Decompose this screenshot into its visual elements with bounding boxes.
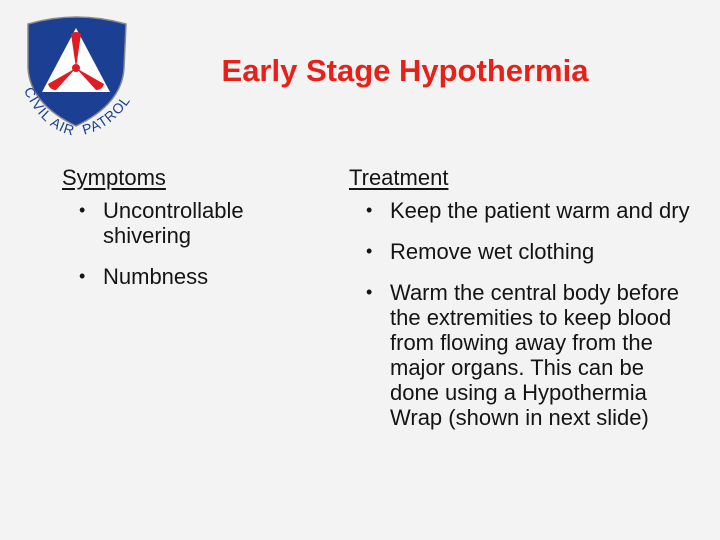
list-item bbox=[349, 280, 694, 430]
list-item-text: Uncontrollable shivering bbox=[103, 198, 244, 248]
list-item bbox=[349, 198, 694, 223]
bullet-icon: • bbox=[366, 241, 373, 261]
slide-title: Early Stage Hypothermia bbox=[221, 53, 589, 88]
list-item bbox=[62, 264, 302, 289]
civil-air-patrol-logo bbox=[10, 8, 142, 144]
list-item bbox=[62, 198, 302, 248]
bullet-icon: • bbox=[79, 266, 86, 286]
bullet-icon: • bbox=[79, 200, 86, 220]
symptoms-list bbox=[62, 198, 302, 289]
list-item bbox=[349, 239, 694, 264]
list-item-text: Numbness bbox=[103, 264, 209, 289]
list-item-text: Remove wet clothing bbox=[390, 239, 595, 264]
list-item-text: Keep the patient warm and dry bbox=[390, 198, 690, 223]
treatment-heading: Treatment bbox=[349, 165, 449, 190]
symptoms-heading: Symptoms bbox=[62, 165, 166, 190]
list-item-text: Warm the central body before the extremities to keep blood from flowing away from the major organs. This can be done using a Hypothermia Wrap (shown in next slide) bbox=[390, 280, 679, 430]
logo-text: CIVIL AIR bbox=[20, 84, 78, 139]
logo-text-bottom: PATROL bbox=[80, 92, 134, 138]
cap-emblem bbox=[10, 8, 142, 144]
treatment-column bbox=[349, 165, 694, 446]
treatment-list bbox=[349, 198, 694, 430]
symptoms-column bbox=[62, 165, 302, 305]
bullet-icon: • bbox=[366, 282, 373, 302]
bullet-icon: • bbox=[366, 200, 373, 220]
